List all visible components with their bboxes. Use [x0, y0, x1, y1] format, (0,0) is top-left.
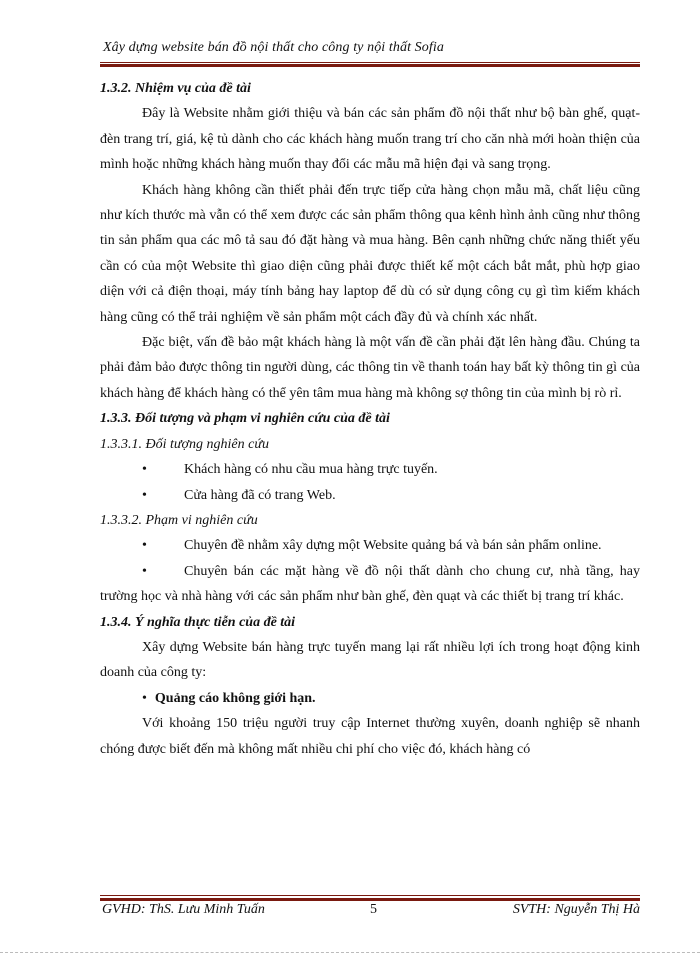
list-item-text: Khách hàng có nhu cầu mua hàng trực tuyến. [184, 462, 438, 478]
list-item [100, 533, 640, 558]
section-heading: 1.3.2. Nhiệm vụ của đề tài [100, 81, 251, 96]
paragraph: Với khoảng 150 triệu người truy cập Internet thường xuyên, doanh nghiệp sẽ nhanh chóng được biết đến mà không mất nhiều chi phí cho việc đó, khách hàng có [100, 716, 640, 757]
subsection-heading: 1.3.3.2. Phạm vi nghiên cứu [100, 512, 258, 528]
bullet-icon: • [142, 462, 147, 478]
page-number: 5 [370, 902, 377, 917]
bullet-icon: • [142, 538, 147, 554]
bullet-icon: • [142, 690, 147, 706]
bullet-icon: • [142, 487, 147, 503]
paragraph: Xây dựng Website bán hàng trực tuyến mang lại rất nhiều lợi ích trong hoạt động kinh doanh của công ty: [100, 639, 640, 681]
page-footer [100, 902, 640, 924]
list-item-text: Chuyên đề nhằm xây dựng một Website quảng bá và bán sản phẩm online. [184, 538, 602, 554]
footer-supervisor: GVHD: ThS. Lưu Minh Tuấn [102, 902, 265, 917]
list-item-text: Cửa hàng đã có trang Web. [184, 487, 336, 503]
paragraph: Đây là Website nhằm giới thiệu và bán các sản phẩm đồ nội thất như bộ bàn ghế, quạt- đèn trang trí, giá, kệ tủ dành cho các khách hàng muốn trang trí cho căn nhà mới hoàn thiện của mình hoặc những khách hàng muốn thay đổi các mẫu mã hiện đại và sang trọng. [100, 106, 640, 173]
subsection-heading: 1.3.3.1. Đối tượng nghiên cứu [100, 436, 269, 452]
section-heading: 1.3.3. Đối tượng và phạm vi nghiên cứu của đề tài [100, 411, 390, 427]
list-item [100, 559, 640, 610]
bullet-icon: • [142, 563, 147, 579]
list-item [100, 483, 640, 508]
running-header: Xây dựng website bán đồ nội thất cho công ty nội thất Sofia [103, 40, 444, 55]
list-item-text: Quảng cáo không giới hạn. [154, 690, 316, 706]
footer-student: SVTH: Nguyễn Thị Hà [512, 902, 640, 917]
paragraph: Khách hàng không cần thiết phải đến trực tiếp cửa hàng chọn mẫu mã, chất liệu cũng như kích thước mà vẫn có thể xem được các sản phẩm thông qua kênh hình ảnh cũng như thông tin sản phẩm qua các mô tả sau đó đặt hàng và mua hàng. Bên cạnh những chức năng thiết yếu cần có của một Website thì giao diện cũng phải được thiết kế một cách bắt mắt, phù hợp giao diện với cả điện thoại, máy tính bảng hay laptop để dù có sử dụng công cụ gì tìm kiếm khách hàng cũng có thể trải nghiệm về sản phẩm một cách đầy đủ và chính xác nhất. [100, 182, 640, 325]
header-rule [100, 60, 640, 67]
footer-rule [100, 895, 640, 901]
bold-list-item [100, 686, 640, 711]
list-item-text: Chuyên bán các mặt hàng về đồ nội thất dành cho chung cư, nhà tầng, hay trường học và nhà hàng với các sản phẩm như bàn ghế, đèn quạt và các thiết bị trang trí khác. [100, 563, 640, 605]
page-edge-divider [0, 952, 700, 953]
section-heading: 1.3.4. Ý nghĩa thực tiễn của đề tài [100, 614, 296, 630]
paragraph: Đặc biệt, vấn đề bảo mật khách hàng là một vấn đề cần phải đặt lên hàng đầu. Chúng ta phải đảm bảo được thông tin người dùng, các thông tin về thanh toán hay bất kỳ thông tin gì của khách hàng để khách hàng có thể yên tâm mua hàng mà không sợ thông tin của mình bị rò rỉ. [100, 335, 640, 401]
list-item [100, 457, 640, 482]
page-body [100, 76, 640, 762]
